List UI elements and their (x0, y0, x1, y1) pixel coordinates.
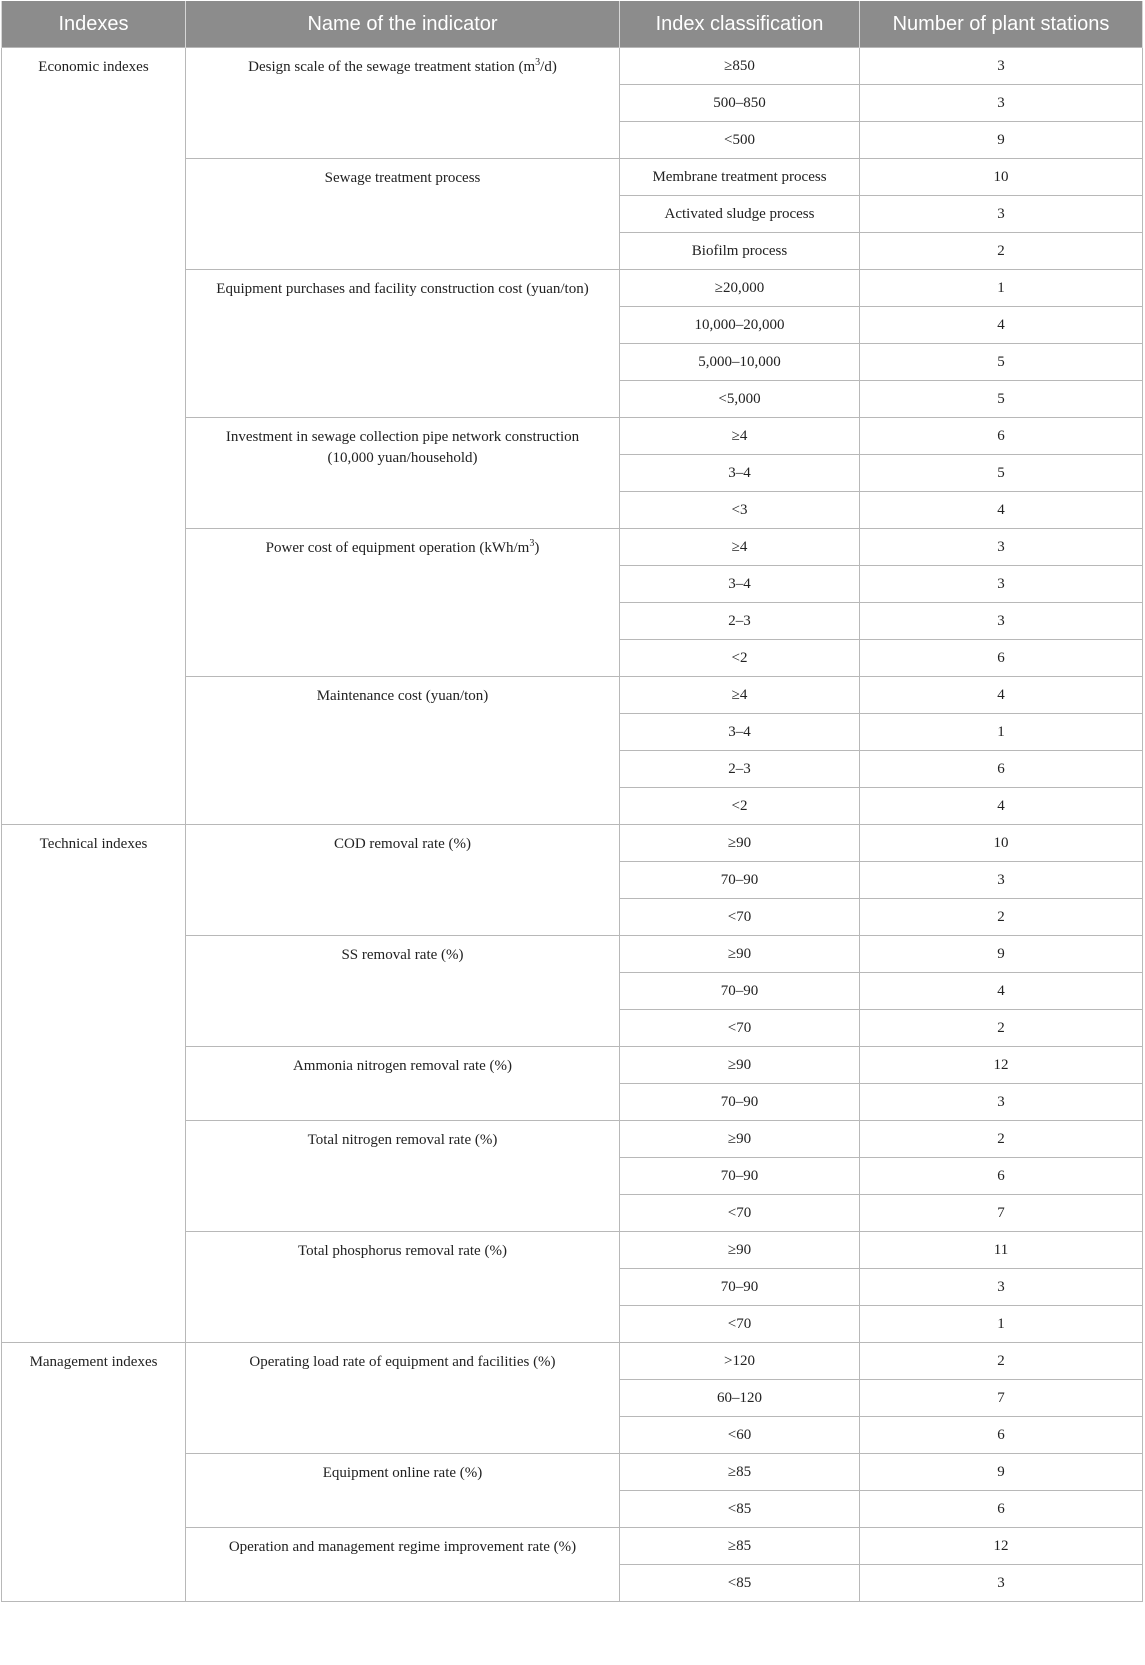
plant-count-cell: 1 (860, 1306, 1143, 1343)
plant-count-cell: 1 (860, 270, 1143, 307)
indicator-name-text: Design scale of the sewage treatment station (m (248, 59, 536, 75)
classification-cell: <500 (620, 122, 860, 159)
indicator-name-cell (186, 1343, 620, 1454)
classification-cell: ≥85 (620, 1528, 860, 1565)
plant-count-cell: 9 (860, 122, 1143, 159)
classification-cell: ≥90 (620, 825, 860, 862)
classification-cell: <85 (620, 1491, 860, 1528)
indicator-name-text: Investment in sewage collection pipe network construction (10,000 yuan/household) (225, 429, 580, 466)
index-group-cell: Management indexes (2, 1343, 186, 1602)
classification-cell: Membrane treatment process (620, 159, 860, 196)
plant-count-cell: 2 (860, 1343, 1143, 1380)
classification-cell: <2 (620, 788, 860, 825)
plant-count-cell: 6 (860, 1417, 1143, 1454)
classification-cell: <60 (620, 1417, 860, 1454)
indicator-name-text: Operation and management regime improvement rate (%) (228, 1539, 577, 1555)
plant-count-cell: 2 (860, 899, 1143, 936)
classification-cell: 2–3 (620, 751, 860, 788)
classification-cell: 3–4 (620, 714, 860, 751)
indicator-name-cell (186, 1121, 620, 1232)
plant-count-cell: 7 (860, 1380, 1143, 1417)
indicator-name-text: Total phosphorus removal rate (%) (298, 1243, 507, 1259)
plant-count-cell: 3 (860, 48, 1143, 85)
indicator-name-text: Ammonia nitrogen removal rate (%) (292, 1058, 513, 1074)
plant-count-cell: 3 (860, 1084, 1143, 1121)
classification-cell: Activated sludge process (620, 196, 860, 233)
plant-count-cell: 2 (860, 233, 1143, 270)
plant-count-cell: 3 (860, 196, 1143, 233)
plant-count-cell: 4 (860, 307, 1143, 344)
plant-count-cell: 12 (860, 1528, 1143, 1565)
classification-cell: ≥90 (620, 1047, 860, 1084)
header-index-classification: Index classification (620, 1, 860, 48)
indicator-name-cell (186, 677, 620, 825)
plant-count-cell: 9 (860, 936, 1143, 973)
header-indicator-name: Name of the indicator (186, 1, 620, 48)
indicator-name-cell (186, 1232, 620, 1343)
plant-count-cell: 10 (860, 825, 1143, 862)
classification-cell: <70 (620, 1306, 860, 1343)
indicator-name-cell (186, 529, 620, 677)
classification-cell: 10,000–20,000 (620, 307, 860, 344)
indicator-name-text: Power cost of equipment operation (kWh/m (265, 540, 530, 556)
plant-count-cell: 6 (860, 751, 1143, 788)
indicator-name-text: Equipment online rate (%) (322, 1465, 483, 1481)
classification-cell: 2–3 (620, 603, 860, 640)
plant-count-cell: 7 (860, 1195, 1143, 1232)
plant-count-cell: 3 (860, 862, 1143, 899)
index-group-cell: Economic indexes (2, 48, 186, 825)
plant-count-cell: 6 (860, 418, 1143, 455)
classification-cell: <70 (620, 899, 860, 936)
classification-cell: 70–90 (620, 1084, 860, 1121)
plant-count-cell: 3 (860, 1269, 1143, 1306)
plant-count-cell: 3 (860, 529, 1143, 566)
plant-count-cell: 10 (860, 159, 1143, 196)
indicator-name-cell (186, 825, 620, 936)
table-row (2, 1343, 1143, 1380)
indicator-name-text: Sewage treatment process (324, 170, 481, 186)
unit-superscript: 3 (535, 57, 541, 68)
classification-cell: 3–4 (620, 455, 860, 492)
plant-count-cell: 2 (860, 1010, 1143, 1047)
classification-cell: ≥90 (620, 1121, 860, 1158)
plant-count-cell: 6 (860, 1491, 1143, 1528)
plant-count-cell: 4 (860, 677, 1143, 714)
classification-cell: <5,000 (620, 381, 860, 418)
plant-count-cell: 5 (860, 381, 1143, 418)
classification-cell: 70–90 (620, 973, 860, 1010)
plant-count-cell: 6 (860, 640, 1143, 677)
classification-cell: <3 (620, 492, 860, 529)
plant-count-cell: 5 (860, 344, 1143, 381)
plant-count-cell: 4 (860, 788, 1143, 825)
classification-cell: 500–850 (620, 85, 860, 122)
classification-cell: ≥850 (620, 48, 860, 85)
plant-count-cell: 1 (860, 714, 1143, 751)
indicator-name-text: Total nitrogen removal rate (%) (307, 1132, 498, 1148)
classification-cell: 70–90 (620, 1158, 860, 1195)
indicator-table (1, 1, 1143, 1602)
unit-superscript: 3 (529, 538, 535, 549)
table-row (2, 825, 1143, 862)
classification-cell: ≥4 (620, 529, 860, 566)
indicator-name-cell (186, 48, 620, 159)
indicator-name-cell (186, 159, 620, 270)
classification-cell: ≥4 (620, 418, 860, 455)
plant-count-cell: 3 (860, 85, 1143, 122)
classification-cell: <70 (620, 1010, 860, 1047)
plant-count-cell: 3 (860, 1565, 1143, 1602)
indicator-name-text: COD removal rate (%) (333, 836, 472, 852)
plant-count-cell: 3 (860, 603, 1143, 640)
plant-count-cell: 3 (860, 566, 1143, 603)
classification-cell: ≥90 (620, 1232, 860, 1269)
classification-cell: <85 (620, 1565, 860, 1602)
indicator-name-cell (186, 418, 620, 529)
classification-cell: 3–4 (620, 566, 860, 603)
indicator-name-cell (186, 936, 620, 1047)
plant-count-cell: 12 (860, 1047, 1143, 1084)
header-row (2, 1, 1143, 48)
classification-cell: <70 (620, 1195, 860, 1232)
classification-cell: 5,000–10,000 (620, 344, 860, 381)
header-number-of-plant-stations: Number of plant stations (860, 1, 1143, 48)
plant-count-cell: 4 (860, 973, 1143, 1010)
indicator-name-text: Operating load rate of equipment and facilities (%) (249, 1354, 556, 1370)
indicator-name-cell (186, 1047, 620, 1121)
index-group-cell: Technical indexes (2, 825, 186, 1343)
table-body (2, 48, 1143, 1602)
indicator-name-suffix: ) (534, 540, 540, 556)
classification-cell: 60–120 (620, 1380, 860, 1417)
indicator-name-suffix: /d) (540, 59, 557, 75)
plant-count-cell: 9 (860, 1454, 1143, 1491)
plant-count-cell: 5 (860, 455, 1143, 492)
plant-count-cell: 6 (860, 1158, 1143, 1195)
indicator-name-text: Equipment purchases and facility construction cost (yuan/ton) (216, 281, 589, 297)
indicator-name-cell (186, 1528, 620, 1602)
classification-cell: >120 (620, 1343, 860, 1380)
indicator-name-cell (186, 1454, 620, 1528)
classification-cell: ≥20,000 (620, 270, 860, 307)
classification-cell: 70–90 (620, 1269, 860, 1306)
indicator-name-text: SS removal rate (%) (341, 947, 464, 963)
classification-cell: ≥85 (620, 1454, 860, 1491)
classification-cell: ≥90 (620, 936, 860, 973)
table-row (2, 48, 1143, 85)
plant-count-cell: 4 (860, 492, 1143, 529)
classification-cell: ≥4 (620, 677, 860, 714)
indicator-name-text: Maintenance cost (yuan/ton) (316, 688, 489, 704)
indicator-name-cell (186, 270, 620, 418)
classification-cell: Biofilm process (620, 233, 860, 270)
header-indexes: Indexes (2, 1, 186, 48)
plant-count-cell: 11 (860, 1232, 1143, 1269)
classification-cell: 70–90 (620, 862, 860, 899)
plant-count-cell: 2 (860, 1121, 1143, 1158)
classification-cell: <2 (620, 640, 860, 677)
